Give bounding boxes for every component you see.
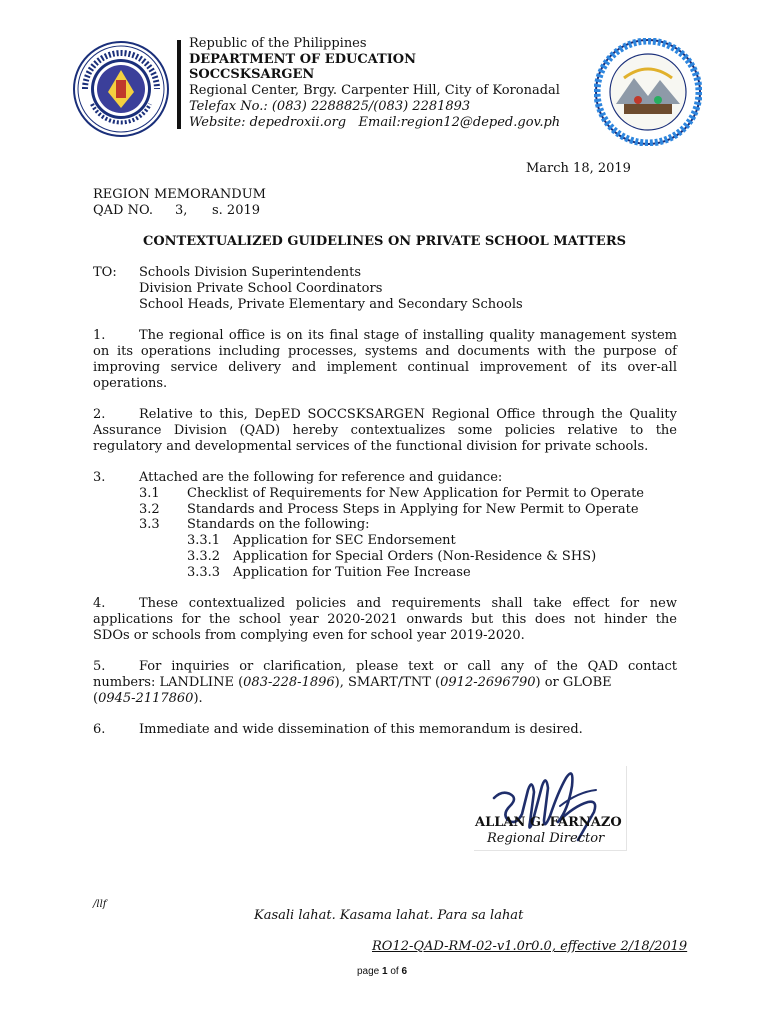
memo-qad-number: 3, bbox=[175, 203, 188, 218]
header-department: DEPARTMENT OF EDUCATION bbox=[189, 52, 417, 67]
p5-line-1: For inquiries or clarification, please text or call any of the QAD contact bbox=[139, 659, 677, 674]
globe-number: 0945-2117860 bbox=[98, 691, 194, 706]
p4-line-3: SDOs or schools from complying even for school year 2019-2020. bbox=[93, 628, 525, 643]
signatory-name: ALLAN G. FARNAZO bbox=[475, 815, 622, 830]
memo-qad-label: QAD NO. bbox=[93, 203, 154, 218]
p5-close: ). bbox=[193, 691, 203, 706]
p5-mid2: ) or GLOBE bbox=[535, 675, 612, 690]
p4-line-1: These contextualized policies and requirements shall take effect for new bbox=[139, 596, 677, 611]
page-current: 1 bbox=[382, 966, 388, 977]
header-country: Republic of the Philippines bbox=[189, 36, 367, 51]
p3-subitem-3-text: Application for Tuition Fee Increase bbox=[233, 565, 471, 580]
document-code: RO12-QAD-RM-02-v1.0r0.0, effective 2/18/2019 bbox=[372, 939, 688, 954]
p3-subitem-2-text: Application for Special Orders (Non-Residence & SHS) bbox=[233, 549, 597, 564]
p3-number: 3. bbox=[93, 470, 106, 485]
header-website-email: Website: depedroxii.org Email:region12@deped.gov.ph bbox=[189, 115, 561, 130]
p3-subitem-1-number: 3.3.1 bbox=[187, 533, 221, 548]
p3-item-1-text: Checklist of Requirements for New Application for Permit to Operate bbox=[187, 486, 644, 501]
header-address: Regional Center, Brgy. Carpenter Hill, City of Koronadal bbox=[189, 83, 560, 98]
to-label: TO: bbox=[93, 265, 117, 280]
recipient-3: School Heads, Private Elementary and Secondary Schools bbox=[139, 297, 523, 312]
p5-open: ( bbox=[93, 691, 99, 706]
p3-item-2-text: Standards and Process Steps in Applying for New Permit to Operate bbox=[187, 502, 639, 517]
p5-contacts-text bbox=[93, 675, 612, 691]
header-divider-bar bbox=[177, 40, 181, 129]
regional-seal-logo bbox=[594, 38, 702, 146]
p6-number: 6. bbox=[93, 722, 106, 737]
p5-line-2 bbox=[93, 675, 677, 691]
p2-number: 2. bbox=[93, 407, 106, 422]
memo-date: March 18, 2019 bbox=[526, 161, 631, 176]
page-word: page bbox=[357, 966, 380, 977]
p3-intro: Attached are the following for reference and guidance: bbox=[139, 470, 503, 485]
memo-series: s. 2019 bbox=[212, 203, 261, 218]
recipient-1: Schools Division Superintendents bbox=[139, 265, 362, 280]
header-telefax: Telefax No.: (083) 2288825/(083) 2281893 bbox=[189, 99, 471, 114]
page-total: 6 bbox=[401, 966, 408, 977]
p2-line-3: regulatory and developmental services of the functional division for private schools. bbox=[93, 439, 649, 454]
p1-line-4: operations. bbox=[93, 376, 168, 391]
p5-line-3 bbox=[93, 691, 203, 707]
p1-number: 1. bbox=[93, 328, 106, 343]
p3-item-1-number: 3.1 bbox=[139, 486, 160, 501]
p4-number: 4. bbox=[93, 596, 106, 611]
header-region: SOCCSKSARGEN bbox=[189, 67, 315, 82]
footer-motto: Kasali lahat. Kasama lahat. Para sa lahat bbox=[254, 908, 524, 923]
recipient-2: Division Private School Coordinators bbox=[139, 281, 383, 296]
p3-subitem-2-number: 3.3.2 bbox=[187, 549, 221, 564]
smart-number: 0912-2696790 bbox=[440, 675, 536, 690]
landline-number: 083-228-1896 bbox=[243, 675, 335, 690]
p1-line-1: The regional office is on its final stage of installing quality management system bbox=[139, 328, 677, 343]
p3-item-2-number: 3.2 bbox=[139, 502, 160, 517]
page-of: of bbox=[390, 966, 399, 977]
deped-seal-logo bbox=[72, 40, 170, 138]
p1-line-2: on its operations including processes, systems and documents with the purpose of bbox=[93, 344, 677, 359]
p3-subitem-1-text: Application for SEC Endorsement bbox=[233, 533, 456, 548]
signatory-position: Regional Director bbox=[487, 831, 605, 846]
p6-text: Immediate and wide dissemination of this memorandum is desired. bbox=[139, 722, 583, 737]
p3-subitem-3-number: 3.3.3 bbox=[187, 565, 221, 580]
typist-initials: /llf bbox=[93, 899, 107, 910]
p4-line-2: applications for the school year 2020-2021 onwards but this does not hinder the bbox=[93, 612, 677, 627]
memo-type: REGION MEMORANDUM bbox=[93, 187, 266, 202]
p5-pre: numbers: LANDLINE ( bbox=[93, 675, 244, 690]
memo-title: CONTEXTUALIZED GUIDELINES ON PRIVATE SCHOOL MATTERS bbox=[143, 234, 627, 249]
p5-mid1: ), SMART/TNT ( bbox=[334, 675, 441, 690]
p3-item-3-number: 3.3 bbox=[139, 517, 160, 532]
p3-item-3-text: Standards on the following: bbox=[187, 517, 370, 532]
p5-number: 5. bbox=[93, 659, 106, 674]
page-indicator bbox=[357, 966, 407, 977]
p2-line-2: Assurance Division (QAD) hereby contextualizes some policies relative to the bbox=[93, 423, 677, 438]
p2-line-1: Relative to this, DepED SOCCSKSARGEN Regional Office through the Quality bbox=[139, 407, 677, 422]
p1-line-3: improving service delivery and implement continual improvement of its over-all bbox=[93, 360, 677, 375]
